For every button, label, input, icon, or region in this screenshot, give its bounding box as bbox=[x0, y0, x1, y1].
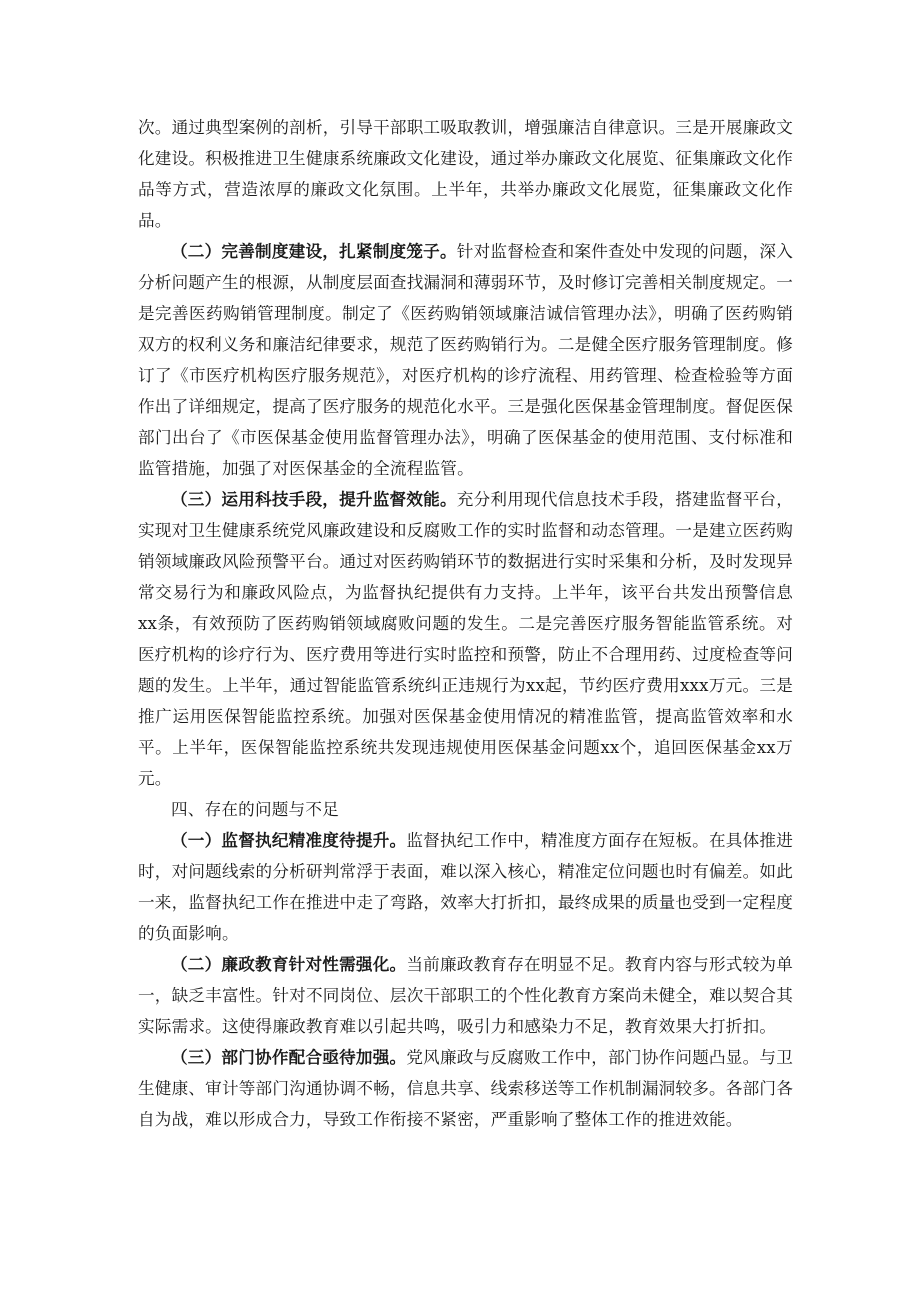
paragraph-body: 充分利用现代信息技术手段，搭建监督平台，实现对卫生健康系统党风廉政建设和反腐败工作的实时监督和动态管理。一是建立医药购销领域廉政风险预警平台。通过对医药购销环节的数据进行实时采集和分析，及时发现异常交易行为和廉政风险点，为监督执纪提供有力支持。上半年，该平台共发出预警信息xx条，有效预防了医药购销领域腐败问题的发生。二是完善医疗服务智能监管系统。对医疗机构的诊疗行为、医疗费用等进行实时监控和预警，防止不合理用药、过度检查等问题的发生。上半年，通过智能监管系统纠正违规行为xx起，节约医疗费用xxx万元。三是推广运用医保智能监控系统。加强对医保基金使用情况的精准监管，提高监管效率和水平。上半年，医保智能监控系统共发现违规使用医保基金问题xx个，追回医保基金xx万元。 bbox=[138, 490, 794, 788]
paragraph-5 bbox=[138, 949, 793, 1042]
section-heading bbox=[138, 794, 793, 825]
paragraph-4 bbox=[138, 825, 793, 949]
paragraph-body: 次。通过典型案例的剖析，引导干部职工吸取教训，增强廉洁自律意识。三是开展廉政文化建设。积极推进卫生健康系统廉政文化建设，通过举办廉政文化展览、征集廉政文化作品等方式，营造浓厚的廉政文化氛围。上半年，共举办廉政文化展览，征集廉政文化作品。 bbox=[138, 118, 793, 230]
paragraph-body: 针对监督检查和案件查处中发现的问题，深入分析问题产生的根源，从制度层面查找漏洞和薄弱环节，及时修订完善相关制度规定。一是完善医药购销管理制度。制定了《医药购销领域廉洁诚信管理办法》，明确了医药购销双方的权利义务和廉洁纪律要求，规范了医药购销行为。二是健全医疗服务管理制度。修订了《市医疗机构医疗服务规范》，对医疗机构的诊疗流程、用药管理、检查检验等方面作出了详细规定，提高了医疗服务的规范化水平。三是强化医保基金管理制度。督促医保部门出台了《市医保基金使用监督管理办法》，明确了医保基金的使用范围、支付标准和监管措施，加强了对医保基金的全流程监管。 bbox=[138, 242, 794, 478]
paragraph-lead-heading: （二）完善制度建设，扎紧制度笼子。 bbox=[171, 241, 457, 261]
paragraph-6 bbox=[138, 1042, 793, 1135]
section-heading-text: 四、存在的问题与不足 bbox=[171, 800, 339, 819]
paragraph-body: 党风廉政与反腐败工作中，部门协作问题凸显。与卫生健康、审计等部门沟通协调不畅，信息共享、线索移送等工作机制漏洞较多。各部门各自为战，难以形成合力，导致工作衔接不紧密，严重影响了整体工作的推进效能。 bbox=[138, 1048, 793, 1129]
paragraph-lead-heading: （三）运用科技手段，提升监督效能。 bbox=[171, 489, 457, 509]
paragraph-body: 监督执纪工作中，精准度方面存在短板。在具体推进时，对问题线索的分析研判常浮于表面，难以深入核心，精准定位问题也时有偏差。如此一来，监督执纪工作在推进中走了弯路，效率大打折扣，最终成果的质量也受到一定程度的负面影响。 bbox=[138, 831, 793, 943]
paragraph-1 bbox=[138, 112, 793, 236]
paragraph-body: 当前廉政教育存在明显不足。教育内容与形式较为单一，缺乏丰富性。针对不同岗位、层次干部职工的个性化教育方案尚未健全，难以契合其实际需求。这使得廉政教育难以引起共鸣，吸引力和感染力不足，教育效果大打折扣。 bbox=[138, 955, 793, 1036]
paragraph-lead-heading: （一）监督执纪精准度待提升。 bbox=[171, 830, 407, 850]
paragraph-lead-heading: （三）部门协作配合亟待加强。 bbox=[171, 1047, 407, 1067]
paragraph-3 bbox=[138, 484, 793, 794]
paragraph-lead-heading: （二）廉政教育针对性需强化。 bbox=[171, 954, 407, 974]
paragraph-2 bbox=[138, 236, 793, 484]
document-page bbox=[138, 112, 793, 1135]
